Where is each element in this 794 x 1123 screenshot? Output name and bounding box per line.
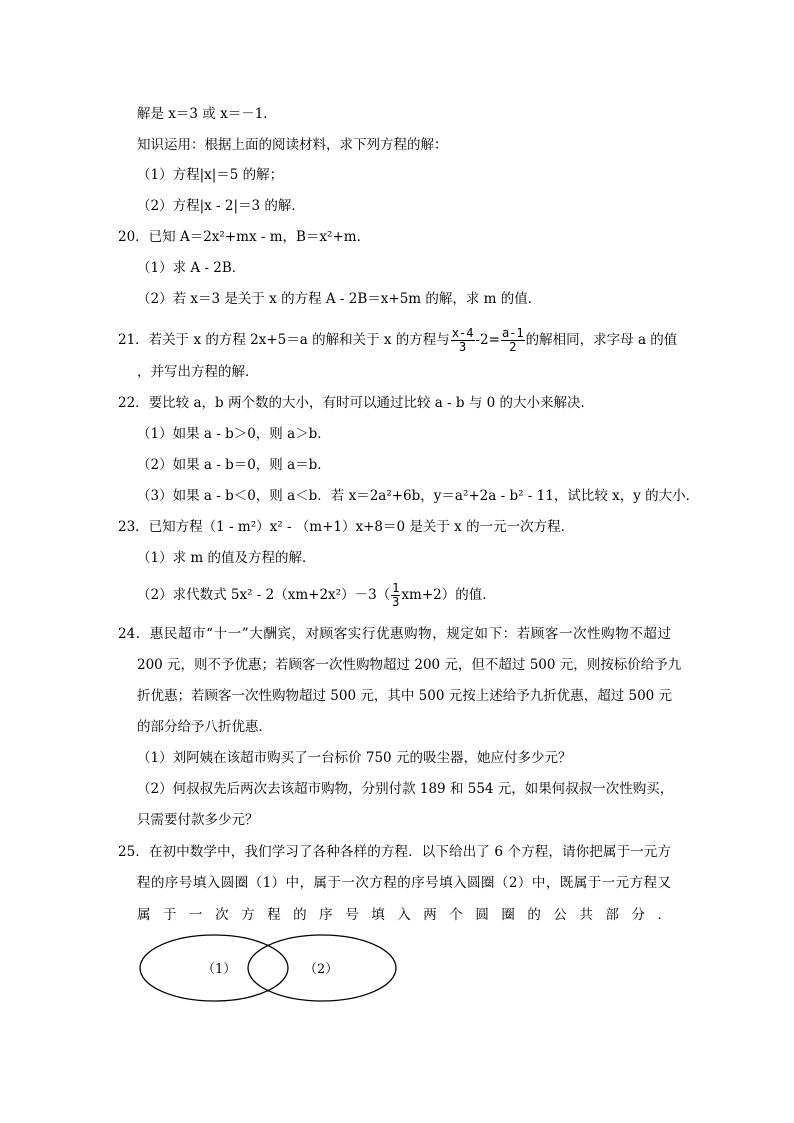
text-line: 属于一次方程的序号填入两个圆圈的公共部分． xyxy=(137,907,671,923)
text-line: （2）若 x＝3 是关于 x 的方程 A - 2B＝x+5m 的解，求 m 的值． xyxy=(137,291,542,307)
question-23: 23．已知方程（1 - m²）x² - （m+1）x+8＝0 是关于 x 的一元一次方程． xyxy=(118,519,575,535)
text-line: 的部分给予八折优惠． xyxy=(137,719,272,735)
venn-diagram xyxy=(138,932,400,1004)
question-25: 25．在初中数学中，我们学习了各种各样的方程．以下给出了 6 个方程，请你把属于一元方 xyxy=(118,844,671,860)
fraction xyxy=(451,327,475,354)
text-line: 折优惠；若顾客一次性购物超过 500 元，其中 500 元按上述给予九折优惠，超过 500 元 xyxy=(137,688,673,704)
text-line: 程的序号填入圆圈（1）中，属于一次方程的序号填入圆圈（2）中，既属于一元方程又 xyxy=(137,875,671,891)
text-segment: 的解相同，求字母 a 的值 xyxy=(525,332,678,348)
question-20: 20．已知 A＝2x²+mx - m，B＝x²+m． xyxy=(118,229,371,245)
fraction-denominator: 2 xyxy=(509,340,517,354)
text-segment: 21．若关于 x 的方程 2x+5＝a 的解和关于 x 的方程与 xyxy=(118,332,450,348)
text-line: （2）如果 a - b＝0，则 a＝b． xyxy=(137,457,331,473)
question-21 xyxy=(118,327,677,354)
text-line xyxy=(137,582,496,609)
text-line: （1）求 A - 2B． xyxy=(137,260,246,276)
text-line: （3）如果 a - b＜0，则 a＜b．若 x＝2a²+6b，y＝a²+2a - b² - 11，试比较 x，y 的大小． xyxy=(137,488,700,504)
fraction-numerator: 1 xyxy=(392,581,400,595)
text-line: 解是 x＝3 或 x＝－1． xyxy=(137,106,277,122)
venn-label-left: （1） xyxy=(202,962,237,977)
text-line: （1）求 m 的值及方程的解． xyxy=(137,550,316,566)
question-22: 22．要比较 a，b 两个数的大小，有时可以通过比较 a - b 与 0 的大小来解决． xyxy=(118,395,595,411)
text-line: （1）方程|x|＝5 的解； xyxy=(137,167,284,183)
text-line: （1）如果 a - b＞0，则 a＞b． xyxy=(137,426,331,442)
text-line: （2）何叔叔先后两次去该超市购物，分别付款 189 和 554 元，如果何叔叔一次性购买， xyxy=(137,781,674,797)
text-line: （2）方程|x - 2|＝3 的解． xyxy=(137,198,305,214)
fraction-numerator: a-1 xyxy=(501,326,524,340)
text-line: （1）刘阿姨在该超市购买了一台标价 750 元的吸尘器，她应付多少元？ xyxy=(137,750,572,766)
text-line: 知识运用：根据上面的阅读材料，求下列方程的解： xyxy=(137,137,448,153)
text-segment: -2= xyxy=(475,332,500,348)
fraction xyxy=(501,327,525,354)
venn-label-right: （2） xyxy=(304,962,339,977)
text-line: 200 元，则不予优惠；若顾客一次性购物超过 200 元，但不超过 500 元，则按标价给予九 xyxy=(137,657,682,673)
fraction-denominator: 3 xyxy=(392,595,400,609)
question-24: 24．惠民超市“十一”大酬宾，对顾客实行优惠购物，规定如下：若顾客一次性购物不超过 xyxy=(118,626,671,642)
text-segment: （2）求代数式 5x² - 2（xm+2x²）－3（ xyxy=(137,587,391,603)
fraction-numerator: x-4 xyxy=(451,326,474,340)
fraction-denominator: 3 xyxy=(459,340,467,354)
fraction xyxy=(391,582,400,609)
text-line: ，并写出方程的解． xyxy=(137,364,259,380)
text-line: 只需要付款多少元？ xyxy=(137,812,259,828)
text-segment: xm+2）的值． xyxy=(401,587,496,603)
